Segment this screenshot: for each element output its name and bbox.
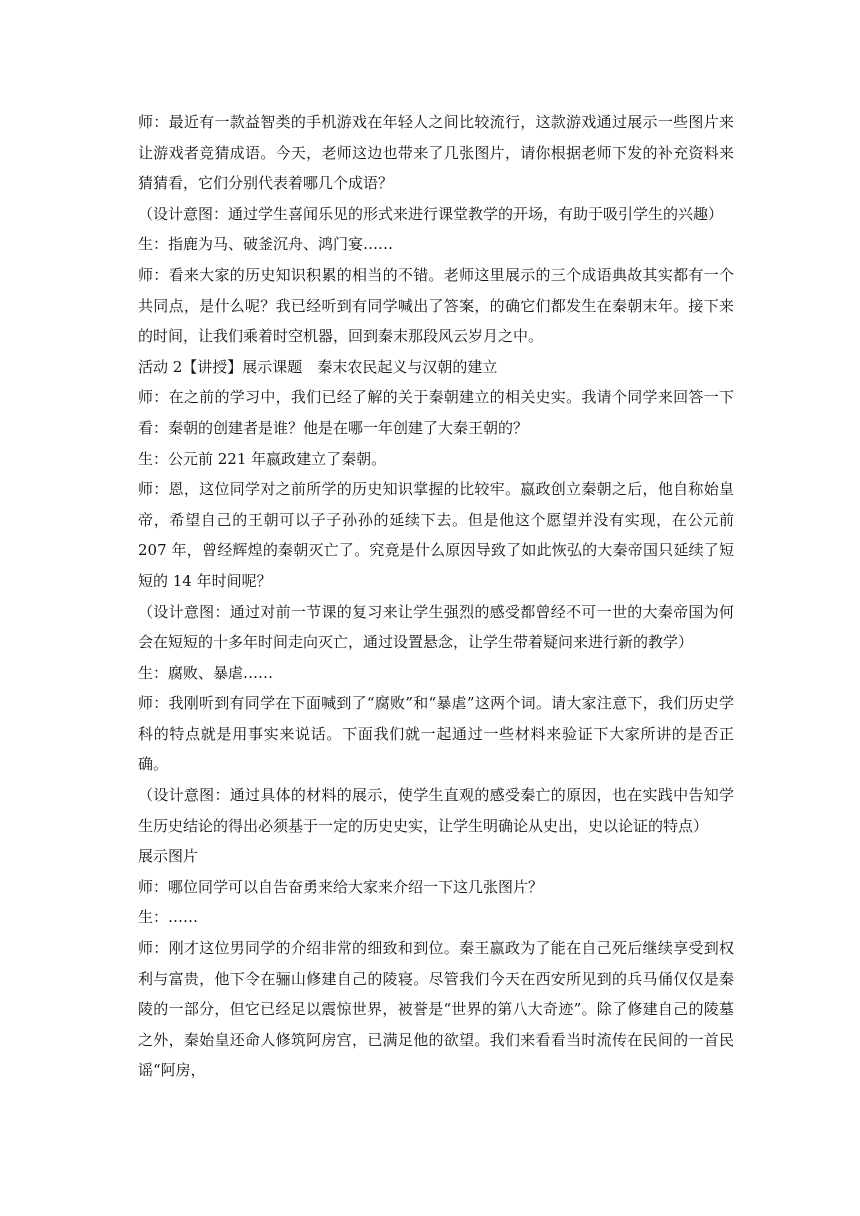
paragraph-activity-2-heading: 活动 2【讲授】展示课题 秦末农民起义与汉朝的建立 — [138, 357, 498, 376]
paragraph-teacher-common-point: 师：看来大家的历史知识积累的相当的不错。老师这里展示的三个成语典故其实都有一个共同点，是什么呢？我已经听到有同学喊出了答案，的确它们都发生在秦朝末年。接下来的时间，让我们乘着时空机器，回到秦末那段风云岁月之中。 — [138, 265, 734, 346]
paragraph-show-images: 展示图片 — [138, 847, 199, 866]
paragraph-design-intent-2: （设计意图：通过对前一节课的复习来让学生强烈的感受都曾经不可一世的大秦帝国为何会在短短的十多年时间走向灭亡，通过设置悬念，让学生带着疑问来进行新的教学） — [138, 602, 734, 652]
paragraph-teacher-intro: 师：最近有一款益智类的手机游戏在年轻人之间比较流行，这款游戏通过展示一些图片来让游戏者竞猜成语。今天，老师这边也带来了几张图片，请你根据老师下发的补充资料来猜猜看，它们分别代表着哪几个成语？ — [138, 113, 734, 193]
paragraph-design-intent-3: （设计意图：通过具体的材料的展示，使学生直观的感受秦亡的原因，也在实践中告知学生历史结论的得出必须基于一定的历史史实，让学生明确论从史出，史以论证的特点） — [138, 786, 734, 835]
paragraph-student-answer-4: 生：…… — [138, 908, 199, 927]
document-body — [138, 107, 734, 1086]
paragraph-teacher-question: 师：在之前的学习中，我们已经了解的关于秦朝建立的相关史实。我请个同学来回答一下看：秦朝的创建者是谁？他是在哪一年创建了大秦王朝的？ — [138, 388, 734, 437]
paragraph-student-answer-2: 生：公元前 221 年嬴政建立了秦朝。 — [138, 449, 387, 468]
paragraph-student-answer-1: 生：指鹿为马、破釜沉舟、鸿门宴…… — [138, 235, 394, 254]
paragraph-student-answer-3: 生：腐败、暴虐…… — [138, 663, 274, 682]
paragraph-design-intent-1: （设计意图：通过学生喜闻乐见的形式来进行课堂教学的开场，有助于吸引学生的兴趣） — [138, 204, 724, 223]
paragraph-teacher-ask-intro: 师：哪位同学可以自告奋勇来给大家来介绍一下这几张图片？ — [138, 877, 544, 896]
paragraph-teacher-evidence: 师：我刚听到有同学在下面喊到了“腐败”和“暴虐”这两个词。请大家注意下，我们历史学科的特点就是用事实来说话。下面我们就一起通过一些材料来验证下大家所讲的是否正确。 — [138, 694, 734, 774]
paragraph-teacher-mausoleum: 师：刚才这位男同学的介绍非常的细致和到位。秦王嬴政为了能在自己死后继续享受到权利与富贵，他下令在骊山修建自己的陵寝。尽管我们今天在西安所见到的兵马俑仅仅是秦陵的一部分，但它已经足以震惊世界，被誉是“世界的第八大奇迹”。除了修建自己的陵墓之外，秦始皇还命人修筑阿房宫，已满足他的欲望。我们来看看当时流传在民间的一首民谣“阿房， — [138, 939, 734, 1080]
paragraph-teacher-qin-fall: 师：恩，这位同学对之前所学的历史知识掌握的比较牢。嬴政创立秦朝之后，他自称始皇帝，希望自己的王朝可以子子孙孙的延续下去。但是他这个愿望并没有实现，在公元前 207 年，曾经辉煌的秦朝灭亡了。究竟是什么原因导致了如此恢弘的大秦帝国只延续了短短的 14 年时间呢？ — [138, 480, 734, 590]
